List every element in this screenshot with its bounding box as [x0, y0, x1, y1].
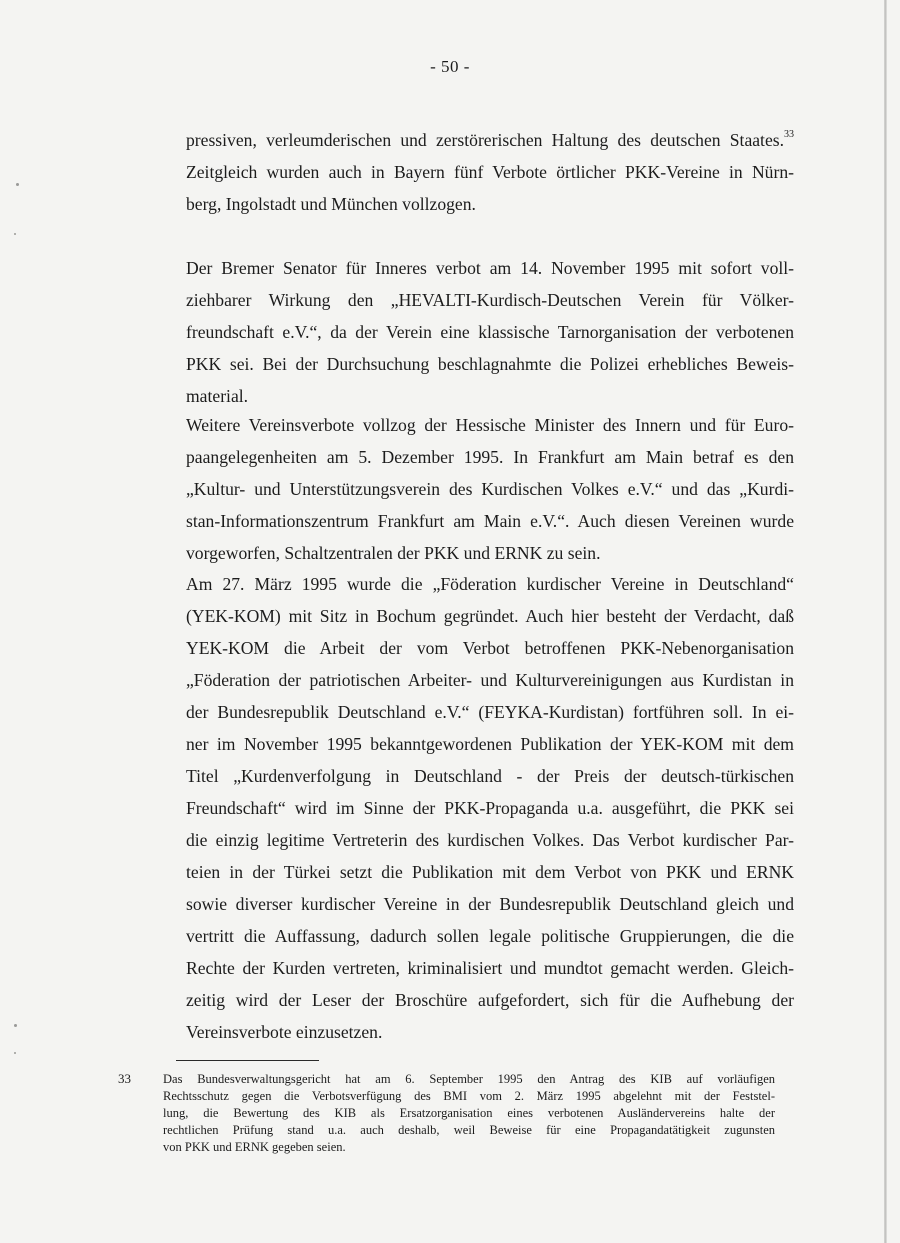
text-line: „Föderation der patriotischen Arbeiter- und Kulturvereinigungen aus Kurdistan in — [186, 670, 794, 690]
footnote-line: Das Bundesverwaltungsgericht hat am 6. September 1995 den Antrag des KIB auf vorläufigen — [163, 1072, 775, 1086]
text-line: Weitere Vereinsverbote vollzog der Hessische Minister des Innern und für Euro- — [186, 415, 794, 435]
footnote-line: lung, die Bewertung des KIB als Ersatzorganisation eines verbotenen Ausländervereins halte der — [163, 1106, 775, 1120]
text-line: ner im November 1995 bekanntgewordenen Publikation der YEK-KOM mit dem — [186, 734, 794, 754]
text-line: Freundschaft“ wird im Sinne der PKK-Propaganda u.a. ausgeführt, die PKK sei — [186, 798, 794, 818]
text-line: zeitig wird der Leser der Broschüre aufgefordert, sich für die Aufhebung der — [186, 990, 794, 1010]
footnote-line: von PKK und ERNK gegeben seien. — [163, 1140, 346, 1154]
text-line: paangelegenheiten am 5. Dezember 1995. In Frankfurt am Main betraf es den — [186, 447, 794, 467]
text-line: teien in der Türkei setzt die Publikation mit dem Verbot von PKK und ERNK — [186, 862, 794, 882]
text-line: stan-Informationszentrum Frankfurt am Main e.V.“. Auch diesen Vereinen wurde — [186, 511, 794, 531]
text-line: vorgeworfen, Schaltzentralen der PKK und ERNK zu sein. — [186, 543, 601, 563]
text-line: Zeitgleich wurden auch in Bayern fünf Verbote örtlicher PKK-Vereine in Nürn- — [186, 162, 794, 182]
scan-speck — [14, 233, 16, 235]
footnote-number: 33 — [118, 1071, 131, 1086]
text-line: Der Bremer Senator für Inneres verbot am 14. November 1995 mit sofort voll- — [186, 258, 794, 278]
text-line: ziehbarer Wirkung den „HEVALTI-Kurdisch-Deutschen Verein für Völker- — [186, 290, 794, 310]
text-line: Am 27. März 1995 wurde die „Föderation kurdischer Vereine in Deutschland“ — [186, 574, 794, 594]
text-line: Vereinsverbote einzusetzen. — [186, 1022, 383, 1042]
paragraph-2 — [186, 252, 794, 412]
text-line: PKK sei. Bei der Durchsuchung beschlagnahmte die Polizei erhebliches Beweis- — [186, 354, 794, 374]
text-line: freundschaft e.V.“, da der Verein eine klassische Tarnorganisation der verbotenen — [186, 322, 794, 342]
text-line: der Bundesrepublik Deutschland e.V.“ (FEYKA-Kurdistan) fortführen soll. In ei- — [186, 702, 794, 722]
text-line: „Kultur- und Unterstützungsverein des Kurdischen Volkes e.V.“ und das „Kurdi- — [186, 479, 794, 499]
text-line: pressiven, verleumderischen und zerstörerischen Haltung des deutschen Staates.$^{33}$ — [186, 129, 794, 150]
footnote-line: Rechtsschutz gegen die Verbotsverfügung des BMI vom 2. März 1995 abgelehnt mit der Feststel- — [163, 1089, 775, 1103]
text-line: Titel „Kurdenverfolgung in Deutschland - der Preis der deutsch-türkischen — [186, 766, 794, 786]
text-line: vertritt die Auffassung, dadurch sollen legale politische Gruppierungen, die die — [186, 926, 794, 946]
text-line: die einzig legitime Vertreterin des kurdischen Volkes. Das Verbot kurdischer Par- — [186, 830, 794, 850]
text-line: YEK-KOM die Arbeit der vom Verbot betroffenen PKK-Nebenorganisation — [186, 638, 794, 658]
paragraph-3 — [186, 409, 794, 569]
footnote-reference: 33 — [784, 129, 794, 140]
text-line: sowie diverser kurdischer Vereine in der Bundesrepublik Deutschland gleich und — [186, 894, 794, 914]
footnote-separator — [176, 1060, 319, 1061]
paragraph-4 — [186, 568, 794, 1048]
scan-page-edge — [884, 0, 887, 1243]
footnote-text — [163, 1071, 775, 1156]
page-number: - 50 - — [430, 57, 470, 76]
scan-speck — [16, 183, 19, 186]
text-line: (YEK-KOM) mit Sitz in Bochum gegründet. Auch hier besteht der Verdacht, daß — [186, 606, 794, 626]
scan-speck — [14, 1024, 17, 1027]
text-line: Rechte der Kurden vertreten, kriminalisiert und mundtot gemacht werden. Gleich- — [186, 958, 794, 978]
scan-speck — [14, 1052, 16, 1054]
paragraph-1 — [186, 124, 794, 220]
text-line: material. — [186, 386, 249, 406]
text-line: berg, Ingolstadt und München vollzogen. — [186, 194, 476, 214]
footnote-line: rechtlichen Prüfung stand u.a. auch deshalb, weil Beweise für eine Propagandatätigkeit zugunsten — [163, 1123, 775, 1137]
